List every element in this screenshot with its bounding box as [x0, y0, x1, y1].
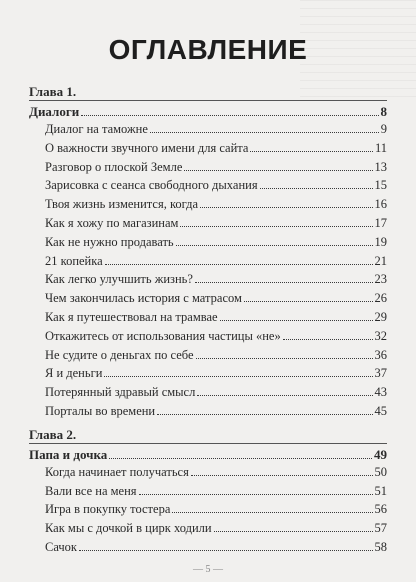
entry-title: Игра в покупку тостера	[45, 502, 171, 517]
entry-title: Откажитесь от использования частицы «не»	[45, 328, 281, 343]
page-title: ОГЛАВЛЕНИЕ	[108, 34, 308, 65]
chapter-2-entries	[29, 463, 387, 557]
leader-dots	[79, 550, 373, 551]
entry-title: Как мы с дочкой в цирк ходили	[45, 521, 212, 536]
toc-entry	[29, 500, 387, 519]
toc-entry	[29, 463, 387, 482]
toc-entry	[29, 402, 387, 421]
entry-page: 16	[374, 197, 387, 212]
entry-page: 21	[374, 253, 387, 268]
part-page: 8	[380, 104, 387, 119]
table-of-contents	[29, 84, 387, 557]
entry-title: Вали все на меня	[45, 483, 137, 498]
toc-entry	[29, 176, 387, 195]
leader-dots	[109, 458, 372, 459]
entry-page: 13	[374, 159, 387, 174]
entry-title: Диалог на таможне	[45, 122, 148, 136]
leader-dots	[244, 301, 373, 302]
entry-title: О важности звучного имени для сайта	[45, 140, 249, 155]
toc-entry	[29, 158, 387, 177]
entry-page: 15	[374, 178, 387, 193]
entry-title: 21 копейка	[45, 253, 103, 268]
toc-entry	[29, 120, 387, 139]
chapter-1-rule	[29, 100, 387, 101]
leader-dots	[176, 245, 373, 246]
entry-title: Порталы во времени	[45, 403, 156, 418]
entry-title: Как не нужно продавать	[45, 234, 174, 249]
chapter-1-heading: Глава 1.	[29, 84, 77, 99]
entry-title: Как я путешествовал на трамвае	[45, 309, 218, 324]
entry-page: 23	[374, 272, 387, 287]
entry-page: 29	[374, 309, 387, 324]
entry-page: 11	[374, 140, 387, 155]
leader-dots	[196, 358, 373, 359]
part-label: Папа и дочка	[29, 446, 108, 462]
leader-dots	[150, 132, 379, 133]
toc-entry	[29, 346, 387, 365]
toc-entry	[29, 214, 387, 233]
toc-entry	[29, 327, 387, 346]
leader-dots	[139, 494, 373, 495]
entry-page: 56	[374, 502, 387, 517]
toc-entry	[29, 252, 387, 271]
entry-page: 58	[374, 539, 387, 554]
part-page: 49	[374, 446, 387, 462]
entry-page: 32	[374, 328, 387, 343]
toc-entry	[29, 538, 387, 557]
leader-dots	[184, 170, 372, 171]
part-label: Диалоги	[29, 104, 80, 119]
entry-page: 17	[374, 215, 387, 230]
entry-page: 43	[374, 385, 387, 400]
entry-title: Я и деньги	[45, 366, 103, 381]
chapter-2-rule	[29, 443, 387, 444]
entry-page: 37	[374, 366, 387, 381]
entry-page: 36	[374, 347, 387, 362]
toc-entry	[29, 482, 387, 501]
chapter-2-part	[29, 446, 387, 463]
leader-dots	[200, 207, 372, 208]
chapter-1-entries	[29, 120, 387, 421]
entry-page: 51	[374, 483, 387, 498]
toc-entry	[29, 233, 387, 252]
leader-dots	[157, 414, 372, 415]
entry-title: Потерянный здравый смысл	[45, 385, 196, 400]
leader-dots	[195, 282, 373, 283]
toc-entry	[29, 289, 387, 308]
leader-dots	[105, 264, 373, 265]
entry-page: 9	[380, 122, 387, 136]
entry-page: 50	[374, 464, 387, 479]
leader-dots	[283, 339, 373, 340]
toc-entry	[29, 195, 387, 214]
chapter-2-heading: Глава 2.	[29, 426, 77, 442]
leader-dots	[172, 512, 372, 513]
entry-page: 45	[374, 403, 387, 418]
chapter-1-part	[29, 103, 387, 120]
leader-dots	[250, 151, 372, 152]
entry-title: Чем закончилась история с матрасом	[45, 291, 242, 306]
entry-title: Как легко улучшить жизнь?	[45, 272, 193, 287]
leader-dots	[81, 115, 378, 116]
leader-dots	[180, 226, 372, 227]
entry-page: 57	[374, 521, 387, 536]
leader-dots	[260, 188, 373, 189]
toc-entry	[29, 519, 387, 538]
entry-title: Зарисовка с сеанса свободного дыхания	[45, 178, 258, 193]
toc-entry	[29, 308, 387, 327]
leader-dots	[214, 531, 373, 532]
leader-dots	[220, 320, 373, 321]
leader-dots	[191, 475, 373, 476]
entry-title: Не судите о деньгах по себе	[45, 347, 194, 362]
toc-entry	[29, 364, 387, 383]
leader-dots	[104, 376, 372, 377]
entry-title: Сачок	[45, 539, 77, 554]
toc-entry	[29, 270, 387, 289]
entry-title: Твоя жизнь изменится, когда	[45, 197, 199, 212]
entry-page: 26	[374, 291, 387, 306]
page-number: — 5 —	[193, 564, 223, 575]
entry-title: Как я хожу по магазинам	[45, 215, 179, 230]
entry-title: Разговор о плоской Земле	[45, 159, 183, 174]
entry-page: 19	[374, 234, 387, 249]
toc-entry	[29, 383, 387, 402]
entry-title: Когда начинает получаться	[45, 464, 189, 479]
toc-entry	[29, 139, 387, 158]
leader-dots	[197, 395, 372, 396]
